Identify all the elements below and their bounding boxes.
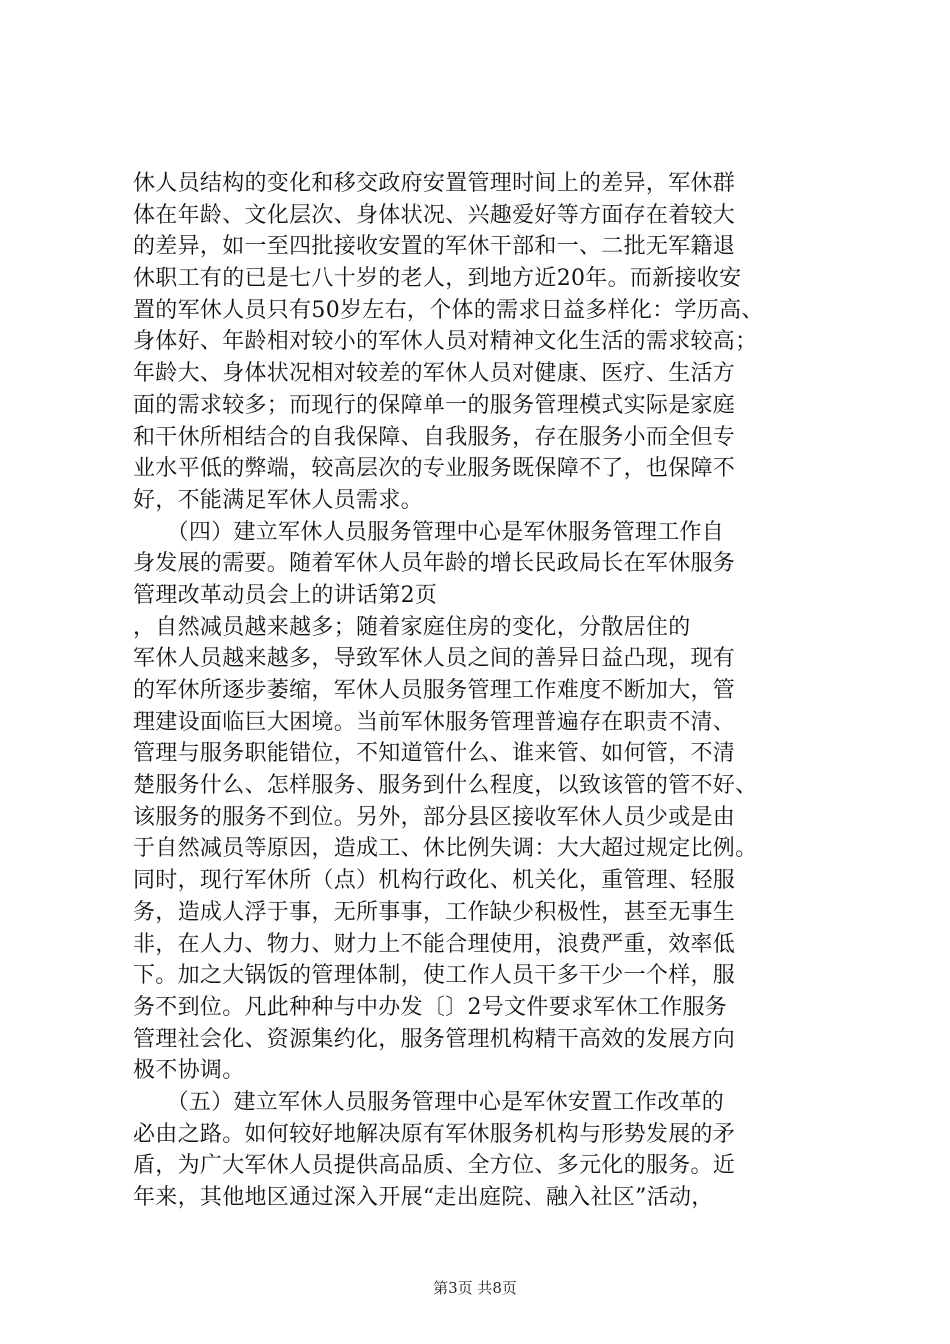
text-line: 年龄大、身体状况相对较差的军休人员对健康、医疗、生活方 xyxy=(133,361,736,387)
page-footer: 第3页 共8页 xyxy=(433,1279,517,1297)
text-line: 必由之路。如何较好地解决原有军休服务机构与形势发展的矛 xyxy=(133,1121,736,1147)
text-line: 管理改革动员会上的讲话第2页 xyxy=(133,582,438,608)
text-line: 体在年龄、文化层次、身体状况、兴趣爱好等方面存在着较大 xyxy=(133,202,736,228)
text-line: 和干休所相结合的自我保障、自我服务，存在服务小而全但专 xyxy=(133,424,736,450)
text-line: 于自然减员等原因，造成工、休比例失调：大大超过规定比例。 xyxy=(133,836,758,862)
text-line: 身发展的需要。随着军休人员年龄的增长民政局长在军休服务 xyxy=(133,551,736,577)
text-line: 管理与服务职能错位，不知道管什么、谁来管、如何管，不清 xyxy=(133,741,736,767)
text-line: 理建设面临巨大困境。当前军休服务管理普遍存在职责不清、 xyxy=(133,709,736,735)
text-line: 的差异，如一至四批接收安置的军休干部和一、二批无军籍退 xyxy=(133,234,736,260)
text-line: 好，不能满足军休人员需求。 xyxy=(133,487,423,513)
text-line: 管理社会化、资源集约化，服务管理机构精干高效的发展方向 xyxy=(133,1026,736,1052)
text-line: 的军休所逐步萎缩，军休人员服务管理工作难度不断加大，管 xyxy=(133,678,736,703)
text-line: 该服务的服务不到位。另外，部分县区接收军休人员少或是由 xyxy=(133,804,736,830)
text-line: 身体好、年龄相对较小的军休人员对精神文化生活的需求较高； xyxy=(133,329,758,355)
text-line: （五）建立军休人员服务管理中心是军休安置工作改革的 xyxy=(133,1089,725,1115)
text-line: 务，造成人浮于事，无所事事，工作缺少积极性，甚至无事生 xyxy=(133,899,736,925)
text-line: 休职工有的已是七八十岁的老人，到地方近20年。而新接收安 xyxy=(133,266,742,292)
text-line: 年来，其他地区通过深入开展“走出庭院、融入社区”活动， xyxy=(133,1185,714,1210)
text-line: 盾，为广大军休人员提供高品质、全方位、多元化的服务。近 xyxy=(133,1153,736,1179)
text-line: 同时，现行军休所（点）机构行政化、机关化，重管理、轻服 xyxy=(133,868,736,894)
text-line: 极不协调。 xyxy=(133,1058,245,1084)
text-line: 休人员结构的变化和移交政府安置管理时间上的差异，军休群 xyxy=(133,171,736,196)
text-line: 楚服务什么、怎样服务、服务到什么程度，以致该管的管不好、 xyxy=(133,773,758,799)
text-line: 面的需求较多；而现行的保障单一的服务管理模式实际是家庭 xyxy=(133,392,736,418)
text-line: 置的军休人员只有50岁左右，个体的需求日益多样化：学历高、 xyxy=(133,297,764,323)
text-line: （四）建立军休人员服务管理中心是军休服务管理工作自 xyxy=(133,519,725,545)
text-line: ，自然减员越来越多；随着家庭住房的变化，分散居住的 xyxy=(133,614,691,640)
body-text xyxy=(133,168,833,1214)
text-line: 非，在人力、物力、财力上不能合理使用，浪费严重，效率低 xyxy=(133,931,736,957)
text-line: 下。加之大锅饭的管理体制，使工作人员干多干少一个样，服 xyxy=(133,963,736,989)
text-line: 军休人员越来越多，导致军休人员之间的善异日益凸现，现有 xyxy=(133,646,736,672)
text-line: 务不到位。凡此种种与中办发〔〕2号文件要求军休工作服务 xyxy=(133,994,728,1020)
text-line: 业水平低的弊端，较高层次的专业服务既保障不了，也保障不 xyxy=(133,456,736,482)
